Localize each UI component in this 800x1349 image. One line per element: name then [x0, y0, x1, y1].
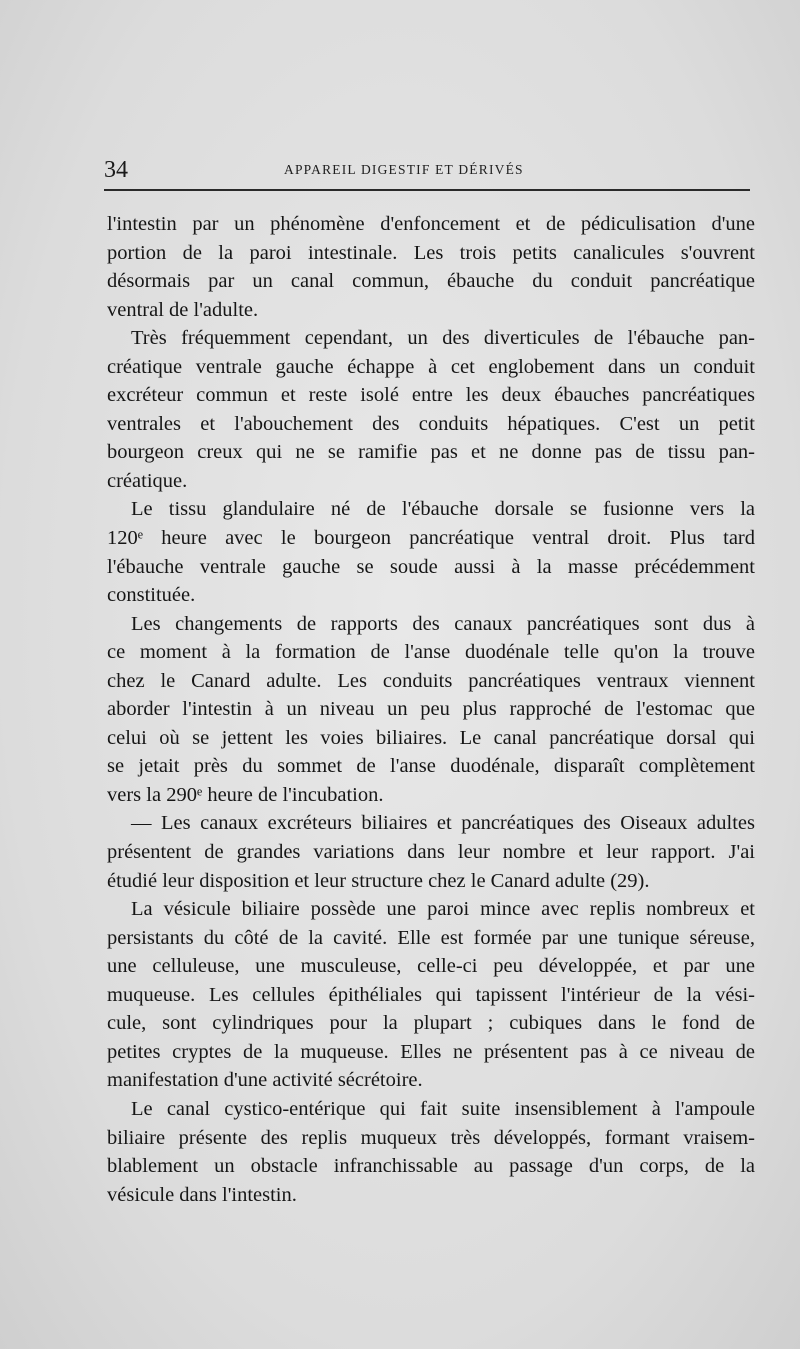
- text-line: aborder l'intestin à un niveau un peu plus rapproché de l'estomac que: [107, 698, 755, 721]
- body-text: [107, 210, 755, 1209]
- text-line: vers la 290ᵉ heure de l'incubation.: [107, 783, 384, 806]
- text-line: excréteur commun et reste isolé entre les deux ébauches pancréatiques: [107, 384, 755, 407]
- page-header: [104, 156, 752, 190]
- page-number: 34: [104, 157, 128, 183]
- text-line: 120ᵉ heure avec le bourgeon pancréatique ventral droit. Plus tard: [107, 527, 755, 550]
- text-line: Le canal cystico-entérique qui fait suite insensiblement à l'ampoule: [131, 1097, 755, 1120]
- text-line: petites cryptes de la muqueuse. Elles ne présentent pas à ce niveau de: [107, 1040, 755, 1063]
- text-line: La vésicule biliaire possède une paroi mince avec replis nombreux et: [131, 898, 755, 921]
- text-line: se jetait près du sommet de l'anse duodénale, disparaît complètement: [107, 755, 755, 778]
- text-line: présentent de grandes variations dans leur nombre et leur rapport. J'ai: [107, 841, 755, 864]
- text-line: ventrales et l'abouchement des conduits hépatiques. C'est un petit: [107, 412, 755, 435]
- text-line: persistants du côté de la cavité. Elle est formée par une tunique séreuse,: [107, 926, 755, 949]
- text-line: blablement un obstacle infranchissable au passage d'un corps, de la: [107, 1155, 755, 1178]
- text-line: étudié leur disposition et leur structure chez le Canard adulte (29).: [107, 869, 650, 892]
- text-line: l'ébauche ventrale gauche se soude aussi à la masse précédemment: [107, 555, 755, 578]
- text-line: cule, sont cylindriques pour la plupart ; cubiques dans le fond de: [107, 1012, 755, 1035]
- text-line: bourgeon creux qui ne se ramifie pas et ne donne pas de tissu pan-: [107, 441, 755, 464]
- text-line: portion de la paroi intestinale. Les trois petits canalicules s'ouvrent: [107, 241, 755, 264]
- text-line: créatique.: [107, 469, 188, 492]
- text-line: ce moment à la formation de l'anse duodénale telle qu'on la trouve: [107, 641, 755, 664]
- text-line: muqueuse. Les cellules épithéliales qui tapissent l'intérieur de la vési-: [107, 983, 755, 1006]
- text-line: biliaire présente des replis muqueux très développés, formant vraisem-: [107, 1126, 755, 1149]
- text-line: désormais par un canal commun, ébauche du conduit pancréatique: [107, 270, 755, 293]
- text-line: — Les canaux excréteurs biliaires et pancréatiques des Oiseaux adultes: [131, 812, 755, 835]
- header-rule: [104, 189, 750, 191]
- text-line: Le tissu glandulaire né de l'ébauche dorsale se fusionne vers la: [131, 498, 755, 521]
- text-line: une celluleuse, une musculeuse, celle-ci peu développée, et par une: [107, 955, 755, 978]
- text-line: l'intestin par un phénomène d'enfoncement et de pédiculisation d'une: [107, 213, 755, 235]
- text-line: Très fréquemment cependant, un des diverticules de l'ébauche pan-: [131, 327, 755, 350]
- text-line: manifestation d'une activité sécrétoire.: [107, 1069, 423, 1092]
- text-line: chez le Canard adulte. Les conduits pancréatiques ventraux viennent: [107, 669, 755, 692]
- text-line: créatique ventrale gauche échappe à cet englobement dans un conduit: [107, 355, 755, 378]
- text-line: Les changements de rapports des canaux pancréatiques sont dus à: [131, 612, 755, 635]
- text-line: celui où se jettent les voies biliaires. Le canal pancréatique dorsal qui: [107, 726, 755, 749]
- text-line: ventral de l'adulte.: [107, 298, 259, 321]
- running-title: APPAREIL DIGESTIF ET DÉRIVÉS: [284, 162, 524, 177]
- text-line: constituée.: [107, 584, 196, 607]
- text-line: vésicule dans l'intestin.: [107, 1183, 297, 1206]
